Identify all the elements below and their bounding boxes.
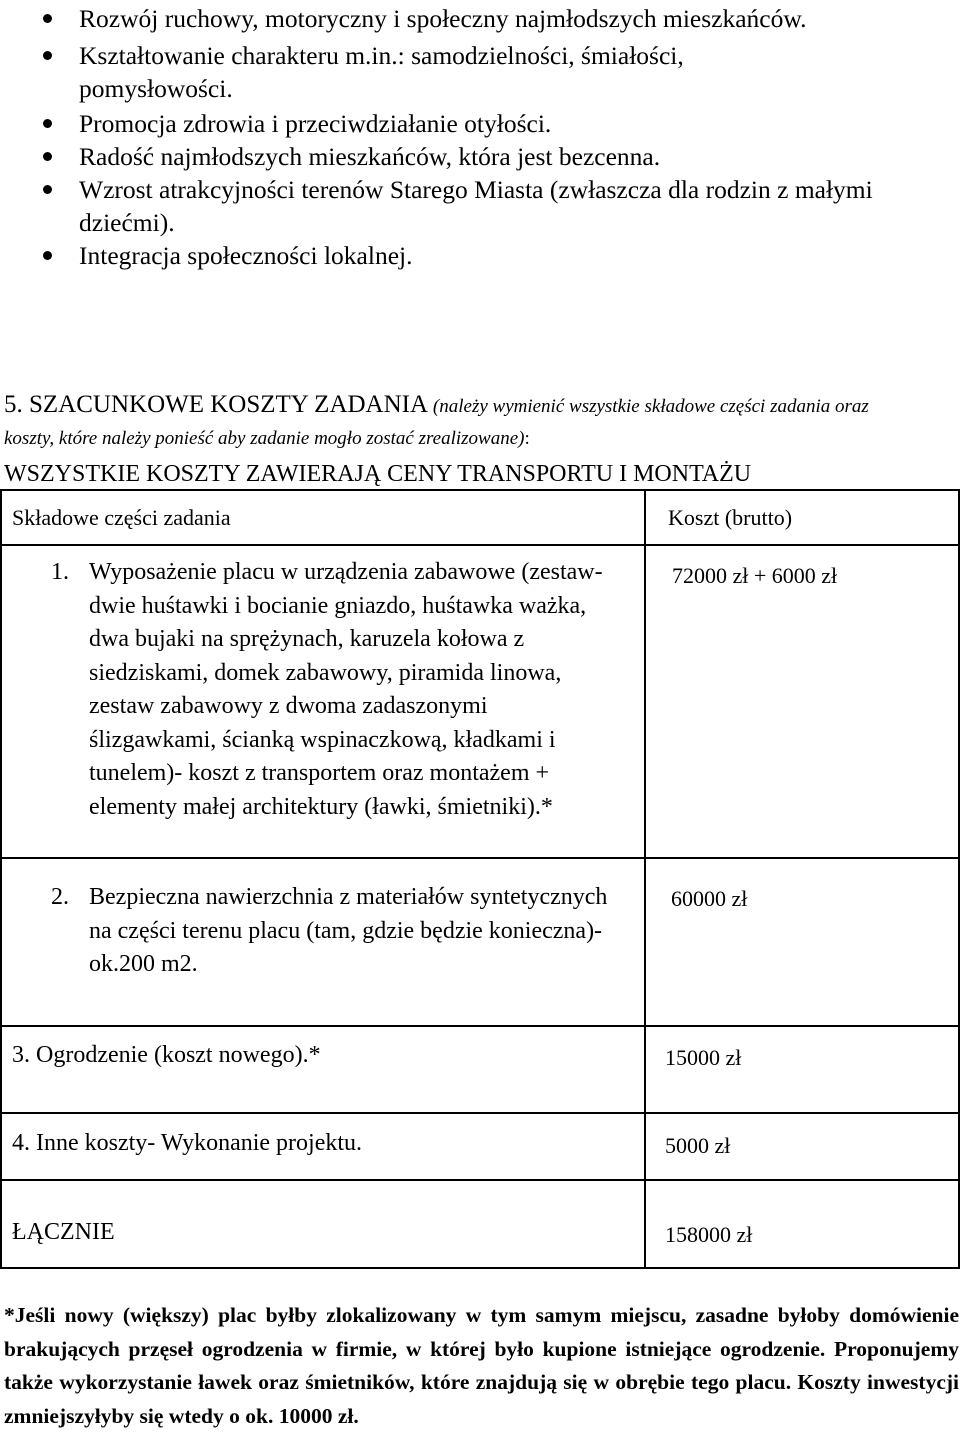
table-row-description: 3. Ogrodzenie (koszt nowego).* <box>12 1042 321 1068</box>
table-row-number: 2. <box>51 884 69 910</box>
section-note-continued: koszty, które należy ponieść aby zadanie mogło zostać zrealizowane) <box>4 428 525 449</box>
transport-note: WSZYSTKIE KOSZTY ZAWIERAJĄ CENY TRANSPORTU I MONTAŻU <box>4 461 752 487</box>
section-number: 5. <box>4 391 23 418</box>
list-item: Radość najmłodszych mieszkańców, która jest bezcenna. <box>0 140 960 173</box>
table-row-description: Wyposażenie placu w urządzenia zabawowe (zestaw- dwie huśtawki i bocianie gniazdo, huśtawka ważka, dwa bujaki na sprężynach, karuzela kołowa z siedziskami, domek zabawowy, piramida linowa, zestaw zabawowy z dwoma zadaszonymi ślizgawkami, ścianką wspinaczkową, kładkami i tunelem)- koszt z transportem oraz montażem + elementy małej architektury (ławki, śmietniki).* <box>89 559 603 820</box>
table-border <box>0 1112 960 1114</box>
table-row-cost: 15000 zł <box>665 1045 742 1070</box>
list-item: Wzrost atrakcyjności terenów Starego Miasta (zwłaszcza dla rodzin z małymi dziećmi). <box>0 173 919 239</box>
table-row-number: 1. <box>51 559 69 585</box>
table-border <box>0 1025 960 1027</box>
bullet-icon <box>43 251 52 260</box>
table-row-description: 4. Inne koszty- Wykonanie projektu. <box>12 1130 363 1156</box>
table-border <box>0 857 960 859</box>
table-row-cost: 60000 zł <box>671 886 748 911</box>
table-border <box>0 544 960 546</box>
total-cost: 158000 zł <box>665 1222 753 1247</box>
bullet-icon <box>43 119 52 128</box>
list-item: Promocja zdrowia i przeciwdziałanie otyłości. <box>0 107 960 140</box>
column-header-parts: Składowe części zadania <box>12 505 231 530</box>
section-title: SZACUNKOWE KOSZTY ZADANIA <box>29 391 427 418</box>
total-label: ŁĄCZNIE <box>12 1219 115 1245</box>
table-row-description: Bezpieczna nawierzchnia z materiałów syntetycznych na części terenu placu (tam, gdzie będzie konieczna)- ok.200 m2. <box>89 884 608 977</box>
table-border-top <box>0 489 960 491</box>
section-heading <box>4 389 959 491</box>
footnote: *Jeśli nowy (większy) plac byłby zlokalizowany w tym samym miejscu, zasadne byłoby domówienie brakujących przęseł ogrodzenia w firmie, w której było kupione istniejące ogrodzenie. Proponujemy także wykorzystanie ławek oraz śmietników, które znajdują się w obrębie tego placu. Koszty inwestycji zmniejszyłyby się wtedy o ok. 10000 zł. <box>4 1303 959 1428</box>
list-item: Rozwój ruchowy, motoryczny i społeczny najmłodszych mieszkańców. <box>0 2 960 35</box>
bullet-icon <box>43 152 52 161</box>
section-note-colon: : <box>524 428 530 449</box>
table-row-cost: 72000 zł + 6000 zł <box>672 563 838 588</box>
table-border-left <box>0 489 2 1269</box>
section-note: (należy wymienić wszystkie składowe części zadania oraz <box>432 396 869 417</box>
bullet-icon <box>43 14 52 23</box>
column-header-cost: Koszt (brutto) <box>668 505 793 530</box>
cost-table <box>0 489 960 1269</box>
table-border-bottom <box>0 1267 960 1269</box>
column-divider <box>644 489 646 1269</box>
bullet-icon <box>43 185 52 194</box>
table-row-cost: 5000 zł <box>665 1133 731 1158</box>
list-item: Kształtowanie charakteru m.in.: samodzielności, śmiałości, pomysłowości. <box>0 39 779 105</box>
table-border <box>0 1179 960 1181</box>
list-item: Integracja społeczności lokalnej. <box>0 239 960 272</box>
bullet-icon <box>43 51 52 60</box>
goals-list <box>0 0 960 270</box>
